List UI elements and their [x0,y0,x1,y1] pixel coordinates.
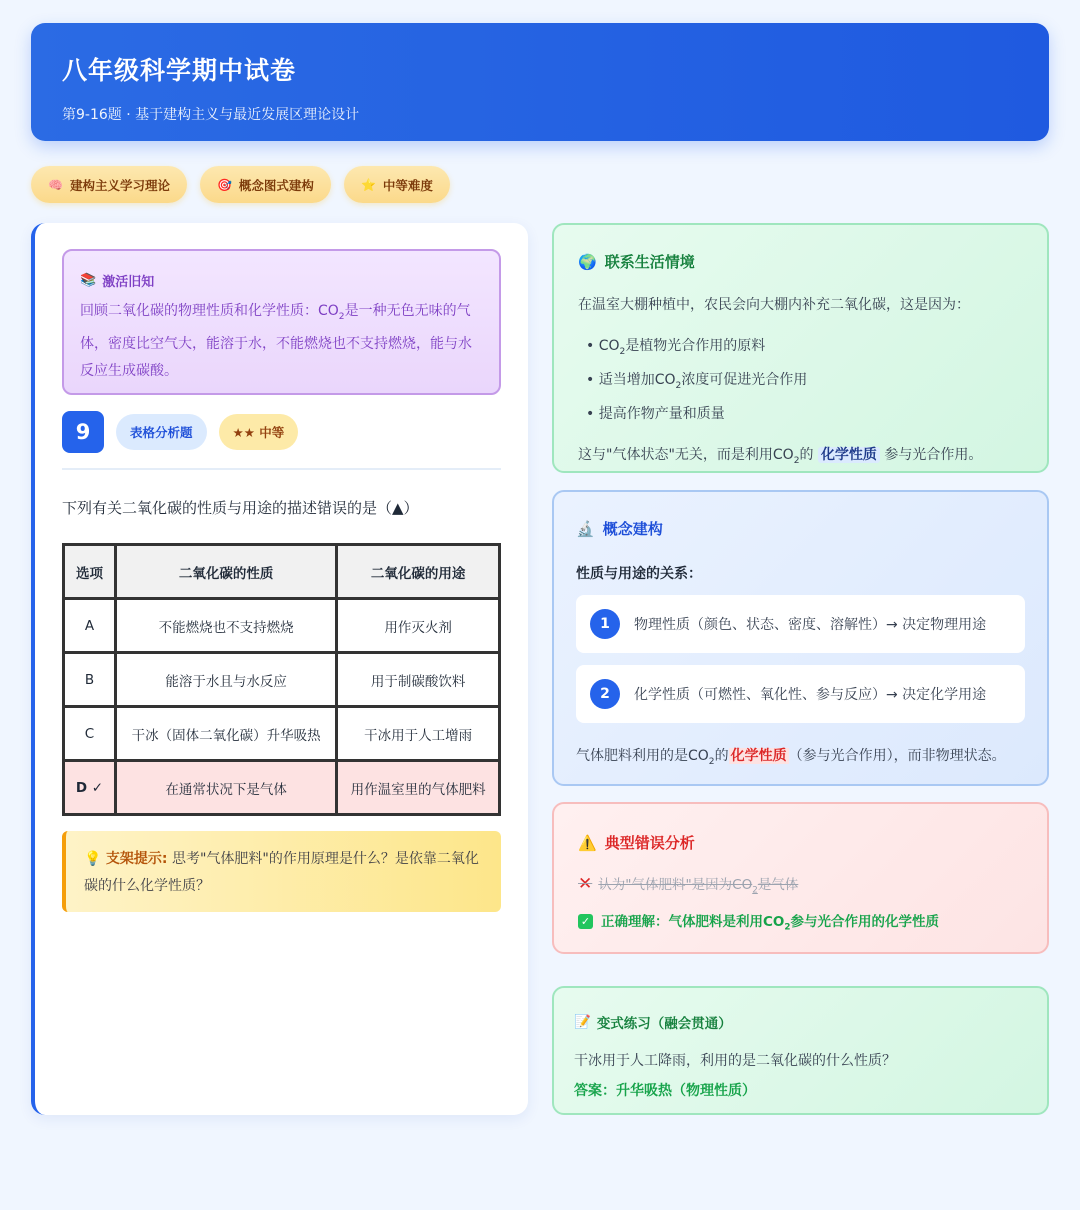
life-bullets [578,332,1023,428]
cross-icon: ✕ [578,874,593,895]
life-context-card [552,223,1049,473]
activate-title: 激活旧知 [102,275,155,290]
concept-item-text: 物理性质（颜色、状态、密度、溶解性）→ 决定物理用途 [634,617,987,633]
table-cell: B [64,653,116,707]
question-type-badge: 表格分析题 [116,414,207,450]
practice-question: 干冰用于人工降雨，利用的是二氧化碳的什么性质？ [574,1053,896,1069]
table-row [64,707,500,761]
target-icon: 🎯 [216,177,232,192]
practice-card [552,986,1049,1115]
concept-item [576,665,1025,723]
tag-label: 中等难度 [382,177,433,193]
brain-icon: 🧠 [48,177,63,192]
table-cell: 在通常状况下是气体 [116,761,337,815]
concept-subtitle: 性质与用途的关系： [576,566,702,582]
concept-title: 概念建构 [602,520,663,538]
error-heading [578,832,1023,853]
activate-text: 回顾二氧化碳的物理性质和化学性质：$CO_2$是一种无色无味的气体，密度比空气大，能溶于水，不能燃烧也不支持燃烧，能与水反应生成碳酸。 [80,303,472,379]
checkmark-icon: ✓ [578,914,593,929]
books-icon: 📚 [80,273,97,288]
table-cell: C [64,707,116,761]
tag-schema [200,166,331,203]
life-title: 联系生活情境 [604,253,695,271]
concept-item-number: 1 [590,609,620,639]
concept-card [552,490,1049,786]
table-header-row [64,545,500,599]
microscope-icon: 🔬 [576,519,595,538]
options-table [62,543,501,816]
table-header: 二氧化碳的用途 [337,545,500,599]
table-cell: D ✓ [64,761,116,815]
concept-item-text: 化学性质（可燃性、氧化性、参与反应）→ 决定化学用途 [634,687,987,703]
page-subtitle: 第9-16题 · 基于建构主义与最近发展区理论设计 [62,107,360,123]
highlight-chemical-property: 化学性质 [730,748,787,764]
error-title: 典型错误分析 [604,834,695,852]
practice-heading [574,1012,1027,1032]
concept-item-number: 2 [590,679,620,709]
table-cell: 用于制碳酸饮料 [337,653,500,707]
table-row-correct [64,761,500,815]
life-heading [578,251,1023,272]
question-stem: 下列有关二氧化碳的性质与用途的描述错误的是（▲） [62,499,419,517]
error-analysis-card [552,802,1049,954]
table-cell: A [64,599,116,653]
tag-label: 建构主义学习理论 [69,177,170,193]
warning-icon: ⚠️ [578,833,597,852]
life-summary: 这与"气体状态"无关，而是利用$CO_2$的 化学性质 参与光合作用。 [578,446,983,466]
memo-icon: 📝 [574,1014,591,1030]
hint-text: 思考"气体肥料"的作用原理是什么？是依靠二氧化碳的什么化学性质？ [84,851,479,894]
life-intro: 在温室大棚种植中，农民会向大棚内补充二氧化碳，这是因为： [578,297,970,313]
practice-title: 变式练习（融会贯通） [596,1016,732,1032]
table-cell: 干冰用于人工增雨 [337,707,500,761]
question-card [31,223,528,1115]
concept-item [576,595,1025,653]
table-header: 二氧化碳的性质 [116,545,337,599]
concept-heading [576,518,1025,539]
table-row [64,599,500,653]
question-meta [62,411,298,453]
tag-difficulty [344,166,450,203]
scaffold-hint [62,831,501,912]
table-cell: 干冰（固体二氧化碳）升华吸热 [116,707,337,761]
table-cell: 用作灭火剂 [337,599,500,653]
concept-footnote: 气体肥料利用的是$CO_2$的 化学性质 （参与光合作用），而非物理状态。 [576,748,1006,767]
page-header [31,23,1049,141]
table-cell: 不能燃烧也不支持燃烧 [116,599,337,653]
page-title: 八年级科学期中试卷 [62,56,297,85]
wrong-understanding: ✕ 认为"气体肥料"是因为$CO_2$是气体 [578,874,799,896]
tag-label: 概念图式建构 [238,177,314,193]
table-cell: 能溶于水且与水反应 [116,653,337,707]
theory-tags [31,166,450,203]
table-cell: 用作温室里的气体肥料 [337,761,500,815]
list-item: • 提高作物产量和质量 [586,405,725,422]
question-number: 9 [62,411,104,453]
divider [62,468,501,470]
highlight-chemical-property: 化学性质 [818,447,880,463]
table-header: 选项 [64,545,116,599]
star-icon: ⭐ [360,177,376,192]
activate-prior-knowledge [62,249,501,395]
globe-icon: 🌍 [578,252,597,271]
activate-heading [80,271,483,290]
practice-answer: 答案：升华吸热（物理性质） [574,1083,756,1099]
list-item: • $CO_2$是植物光合作用的原料 [586,338,766,357]
hint-label: 支架提示: [105,851,168,867]
tag-constructivism [31,166,187,203]
table-row [64,653,500,707]
lightbulb-icon: 💡 [84,851,102,867]
correct-understanding: ✓ 正确理解：气体肥料是利用$CO_2$参与光合作用的化学性质 [578,910,1023,933]
list-item: • 适当增加$CO_2$浓度可促进光合作用 [586,371,808,391]
difficulty-badge: ★★ 中等 [219,414,299,450]
